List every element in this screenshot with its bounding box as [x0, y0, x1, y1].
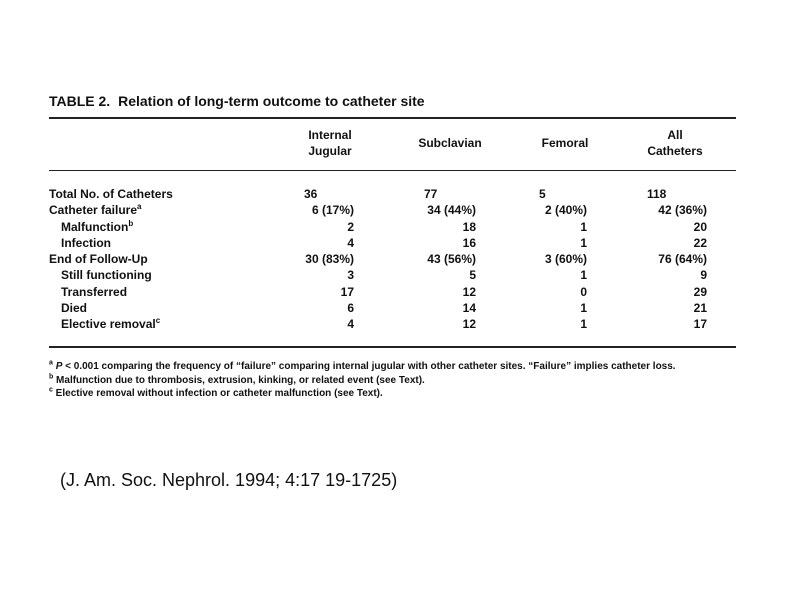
table-cell: 3 (60%)	[544, 252, 587, 267]
table-cell: 3	[347, 268, 354, 283]
table-row	[49, 316, 739, 332]
table-cell: 17	[340, 284, 354, 299]
table-cell: 6 (17%)	[311, 203, 354, 218]
row-label	[61, 235, 111, 251]
table-caption	[49, 93, 425, 109]
row-label-text: Malfunction	[61, 219, 129, 234]
table-cell: 12	[462, 284, 476, 299]
row-label	[49, 186, 173, 202]
table-cell: 21	[693, 301, 707, 316]
table-row	[49, 300, 739, 316]
table-label: TABLE 2.	[49, 93, 111, 109]
table-row	[49, 186, 739, 202]
table-cell: 22	[693, 235, 707, 250]
footnote	[49, 360, 749, 374]
table-cell: 0	[580, 284, 587, 299]
row-label	[61, 316, 160, 332]
table-cell: 1	[580, 317, 587, 332]
table-cell: 18	[462, 219, 476, 234]
row-label-text: Total No. of Catheters	[49, 187, 173, 201]
table-cell: 30 (83%)	[305, 252, 354, 267]
table-cell: 29	[693, 284, 707, 299]
table-cell: 5	[539, 187, 546, 201]
column-header-all-catheters	[635, 127, 715, 159]
column-header-line: Jugular	[308, 144, 352, 158]
row-label-text: Died	[61, 301, 88, 316]
column-header-line: Internal	[308, 128, 352, 142]
row-label	[49, 251, 148, 267]
footnote	[49, 387, 749, 401]
table-cell: 1	[580, 268, 587, 283]
footnote-marker: b	[49, 373, 54, 381]
source-citation: (J. Am. Soc. Nephrol. 1994; 4:17 19-1725)	[60, 470, 398, 490]
table-cell: 76 (64%)	[658, 252, 707, 267]
table-cell: 118	[647, 187, 667, 201]
column-header-line: Subclavian	[418, 136, 482, 150]
footnote-marker: c	[49, 386, 53, 394]
table-row	[49, 202, 739, 218]
column-header-internal-jugular	[290, 127, 370, 159]
table-body	[49, 186, 739, 333]
footnote-text: Malfunction due to thrombosis, extrusion, kinking, or related event (see Text).	[53, 374, 425, 386]
table-cell: 77	[424, 187, 438, 201]
column-header-subclavian	[405, 135, 495, 151]
bottom-rule	[49, 346, 736, 348]
footnote-text: < 0.001 comparing the frequency of “failure” comparing internal jugular with other catheter sites. “Failure” implies catheter loss.	[62, 361, 676, 372]
table-row	[49, 219, 739, 235]
table-cell: 4	[347, 235, 354, 250]
table-cell: 14	[462, 301, 476, 316]
table-cell: 5	[469, 268, 476, 283]
table-cell: 20	[693, 219, 707, 234]
row-label-text: End of Follow-Up	[49, 252, 148, 267]
table-title: Relation of long-term outcome to catheter site	[118, 93, 425, 109]
table-row	[49, 284, 739, 300]
row-label-text: Catheter failure	[49, 203, 138, 218]
footnote-p-symbol: P	[55, 361, 63, 372]
table-row	[49, 267, 739, 283]
table-cell: 43 (56%)	[427, 252, 476, 267]
row-label	[61, 219, 133, 235]
table-cell: 1	[580, 235, 587, 250]
table-row	[49, 251, 739, 267]
footnote-marker: c	[155, 316, 161, 326]
table-cell: 1	[580, 301, 587, 316]
header-rule	[49, 170, 736, 171]
row-label	[61, 300, 87, 316]
table-footnotes	[49, 360, 749, 401]
table-cell: 16	[462, 235, 476, 250]
table-cell: 12	[462, 317, 476, 332]
table-cell: 36	[304, 187, 318, 201]
row-label-text: Infection	[61, 235, 111, 250]
table-cell: 1	[580, 219, 587, 234]
table-cell: 2	[347, 219, 354, 234]
table-cell: 9	[700, 268, 707, 283]
row-label-text: Elective removal	[61, 317, 156, 332]
top-rule	[49, 117, 736, 119]
footnote-marker: b	[128, 218, 134, 228]
table-row	[49, 235, 739, 251]
footnote-marker: a	[137, 202, 142, 212]
footnote-text: Elective removal without infection or catheter malfunction (see Text).	[52, 388, 383, 399]
table-cell: 4	[347, 317, 354, 332]
row-label-text: Transferred	[61, 284, 128, 299]
row-label	[49, 202, 141, 218]
column-header-line: Femoral	[541, 136, 589, 150]
column-header-line: All	[667, 128, 683, 142]
row-label-text: Still functioning	[61, 268, 152, 283]
table-cell: 2 (40%)	[544, 203, 587, 218]
row-label	[61, 284, 127, 300]
table-cell: 6	[347, 301, 354, 316]
row-label	[61, 267, 152, 283]
table-cell: 34 (44%)	[427, 203, 476, 218]
footnote	[49, 374, 749, 388]
table-cell: 42 (36%)	[658, 203, 707, 218]
table-cell: 17	[693, 317, 707, 332]
column-header-line: Catheters	[647, 144, 703, 158]
column-header-femoral	[525, 135, 605, 151]
footnote-marker: a	[49, 359, 53, 367]
